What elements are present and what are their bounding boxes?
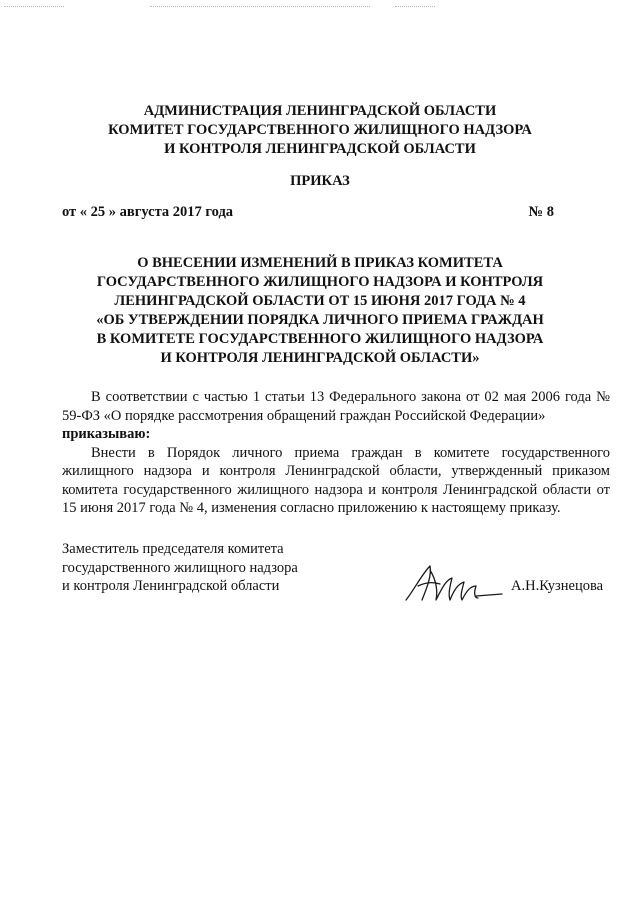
order-number: № 8 <box>528 204 554 220</box>
header-line: И КОНТРОЛЯ ЛЕНИНГРАДСКОЙ ОБЛАСТИ <box>164 141 476 157</box>
signer-name: А.Н.Кузнецова <box>511 578 604 594</box>
scan-artifact-line <box>4 6 64 7</box>
header-line: КОМИТЕТ ГОСУДАРСТВЕННОГО ЖИЛИЩНОГО НАДЗОРА <box>108 122 532 138</box>
document-header <box>0 102 640 159</box>
subject-line: ЛЕНИНГРАДСКОЙ ОБЛАСТИ ОТ 15 ИЮНЯ 2017 ГОДА № 4 <box>114 293 526 309</box>
directive-word: приказываю: <box>62 426 151 442</box>
scan-artifact-line <box>395 6 435 7</box>
signatory-position <box>62 540 322 596</box>
scan-artifact-line <box>150 6 370 7</box>
subject-line: О ВНЕСЕНИИ ИЗМЕНЕНИЙ В ПРИКАЗ КОМИТЕТА <box>137 255 503 271</box>
order-date: от « 25 » августа 2017 года <box>62 204 234 220</box>
position-line: Заместитель председателя комитета <box>62 541 284 557</box>
order-title: ПРИКАЗ <box>290 173 350 189</box>
order-body <box>62 388 610 518</box>
handwritten-signature <box>400 560 505 606</box>
body-paragraph: В соответствии с частью 1 статьи 13 Федерального закона от 02 мая 2006 года № 59-ФЗ «О порядке рассмотрения обращений граждан Российской Федерации» <box>62 389 610 424</box>
subject-line: В КОМИТЕТЕ ГОСУДАРСТВЕННОГО ЖИЛИЩНОГО НАДЗОРА <box>96 331 544 347</box>
order-subject <box>0 254 640 368</box>
body-paragraph: Внести в Порядок личного приема граждан в комитете государственного жилищного надзора и контроля Ленинградской области, утвержденный приказом комитета государственного жилищного надзора и контроля Ленинградской области от 15 июня 2017 года № 4, изменения согласно приложению к настоящему приказу. <box>62 444 610 516</box>
subject-line: «ОБ УТВЕРЖДЕНИИ ПОРЯДКА ЛИЧНОГО ПРИЕМА ГРАЖДАН <box>96 312 544 328</box>
header-line: АДМИНИСТРАЦИЯ ЛЕНИНГРАДСКОЙ ОБЛАСТИ <box>143 103 497 119</box>
position-line: государственного жилищного надзора <box>62 559 298 576</box>
position-line: и контроля Ленинградской области <box>62 578 280 594</box>
subject-line: ГОСУДАРСТВЕННОГО ЖИЛИЩНОГО НАДЗОРА И КОНТРОЛЯ <box>96 274 544 290</box>
subject-line: И КОНТРОЛЯ ЛЕНИНГРАДСКОЙ ОБЛАСТИ» <box>160 350 480 366</box>
order-meta <box>62 204 554 221</box>
